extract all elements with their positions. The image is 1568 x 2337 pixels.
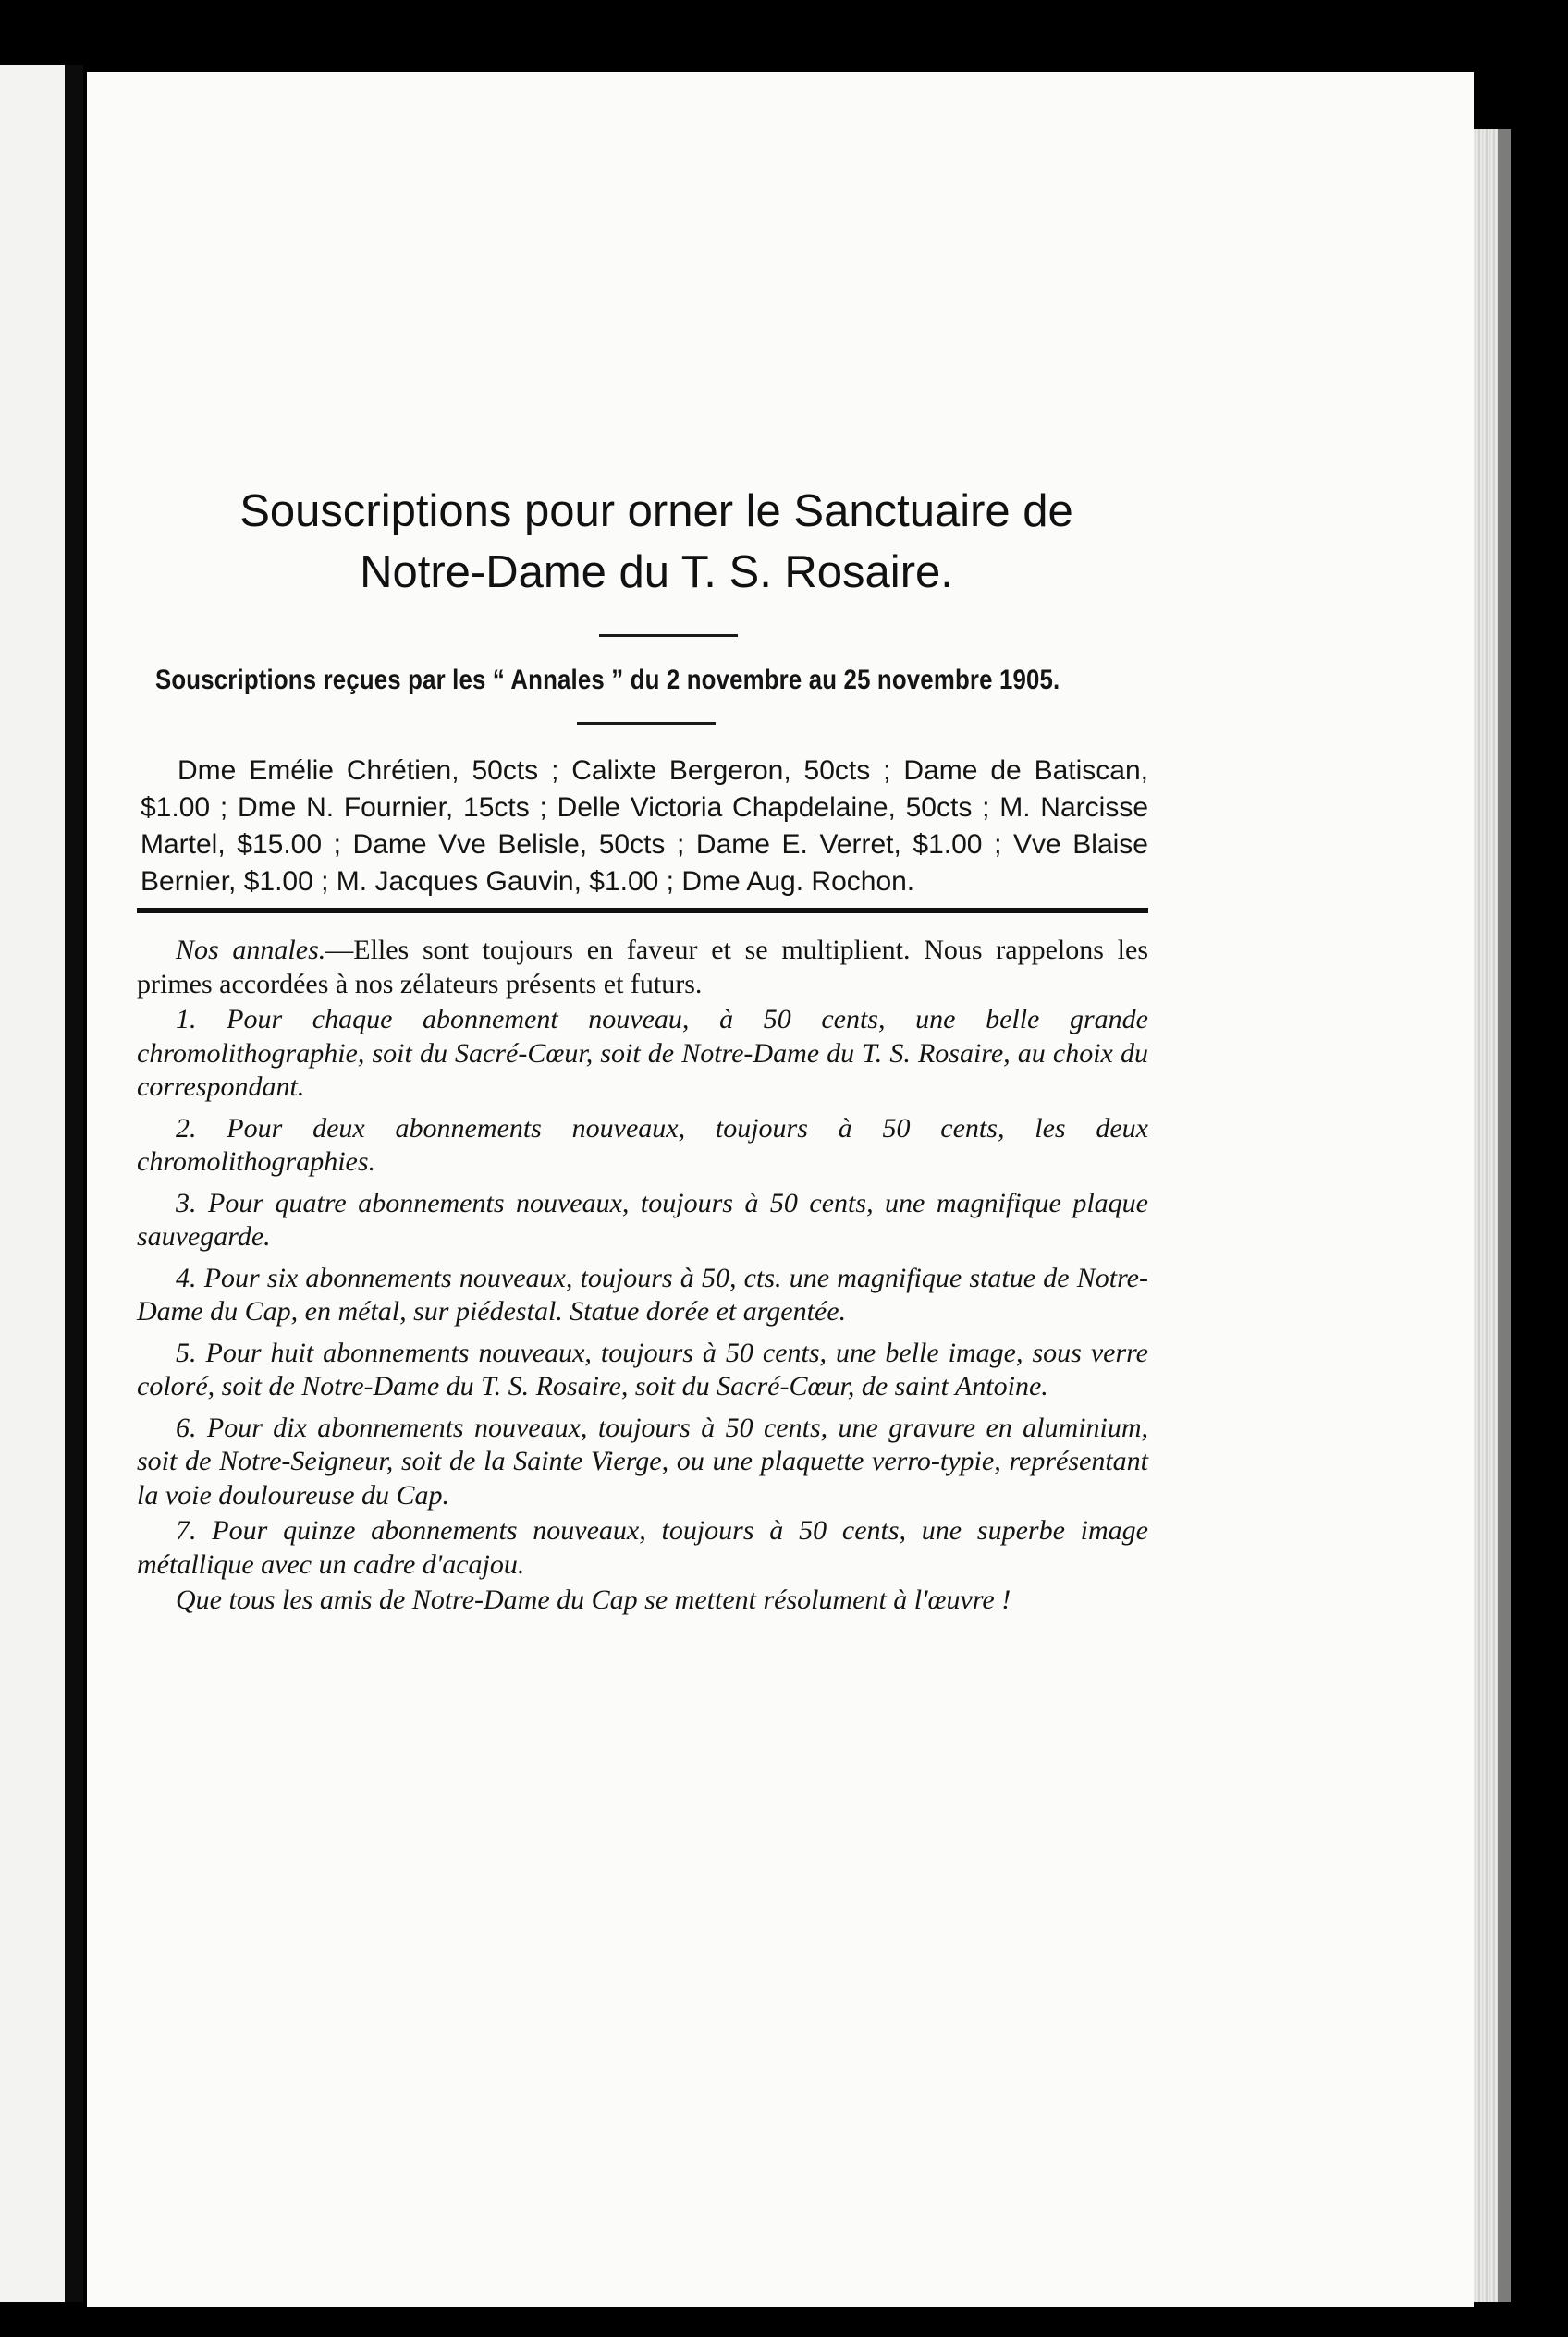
book-gutter — [65, 65, 83, 2302]
left-page-edge — [0, 65, 65, 2302]
title-line-1: Souscriptions pour orner le Sanctuaire de — [239, 486, 1073, 536]
premium-item-6: 6. Pour dix abonnements nouveaux, toujours à 50 cents, une gravure en aluminium, soit de Notre-Seigneur, soit de la Sainte Vierge, ou une plaquette verro-typie, représentant la voie douloureuse du Cap. — [137, 1412, 1148, 1511]
notice-lead: Nos annales. — [176, 935, 326, 965]
page-content — [137, 481, 1148, 1625]
premium-item-4: 4. Pour six abonnements nouveaux, toujours à 50, cts. une magnifique statue de Notre-Dame du Cap, en métal, sur piédestal. Statue dorée et argentée. — [137, 1262, 1148, 1327]
notice-paragraph — [137, 934, 1148, 1001]
notice-text: —Elles sont toujours en faveur et se multiplient. Nous rappelons les primes accordées à nos zélateurs présents et futurs. — [137, 935, 1148, 999]
notice-section — [137, 934, 1148, 1618]
subtitle-divider — [577, 722, 716, 725]
page-title — [165, 481, 1148, 603]
premium-item-1: 1. Pour chaque abonnement nouveau, à 50 cents, une belle grande chromolithographie, soit du Sacré-Cœur, soit de Notre-Dame du T. S. Rosaire, au choix du correspondant. — [137, 1004, 1148, 1102]
section-divider — [137, 908, 1148, 913]
section-subtitle: Souscriptions reçues par les “ Annales ” du 2 novembre au 25 novembre 1905. — [155, 665, 1060, 695]
premium-item-3: 3. Pour quatre abonnements nouveaux, toujours à 50 cents, une magnifique plaque sauvegarde. — [137, 1187, 1148, 1252]
title-line-2: Notre-Dame du T. S. Rosaire. — [360, 547, 953, 597]
title-divider — [599, 634, 738, 637]
closing-paragraph: Que tous les amis de Notre-Dame du Cap se mettent résolument à l'œuvre ! — [176, 1585, 1011, 1615]
premium-item-2: 2. Pour deux abonnements nouveaux, toujours à 50 cents, les deux chromolithographies. — [137, 1112, 1148, 1177]
subscriptions-list: Dme Emélie Chrétien, 50cts ; Calixte Bergeron, 50cts ; Dame de Batiscan, $1.00 ; Dme N. Fournier, 15cts ; Delle Victoria Chapdelaine, 50cts ; M. Narcisse Martel, $15.00 ; Dame Vve Belisle, 50cts ; Dame E. Verret, $1.00 ; Vve Blaise Bernier, $1.00 ; M. Jacques Gauvin, $1.00 ; Dme Aug. Rochon. — [141, 755, 1148, 897]
page-stack-shadow — [1498, 129, 1511, 2302]
premium-item-5: 5. Pour huit abonnements nouveaux, toujours à 50 cents, une belle image, sous verre coloré, soit de Notre-Dame du T. S. Rosaire, soit du Sacré-Cœur, de saint Antoine. — [137, 1337, 1148, 1401]
premium-item-7: 7. Pour quinze abonnements nouveaux, toujours à 50 cents, une superbe image métallique avec un cadre d'acajou. — [137, 1515, 1148, 1580]
